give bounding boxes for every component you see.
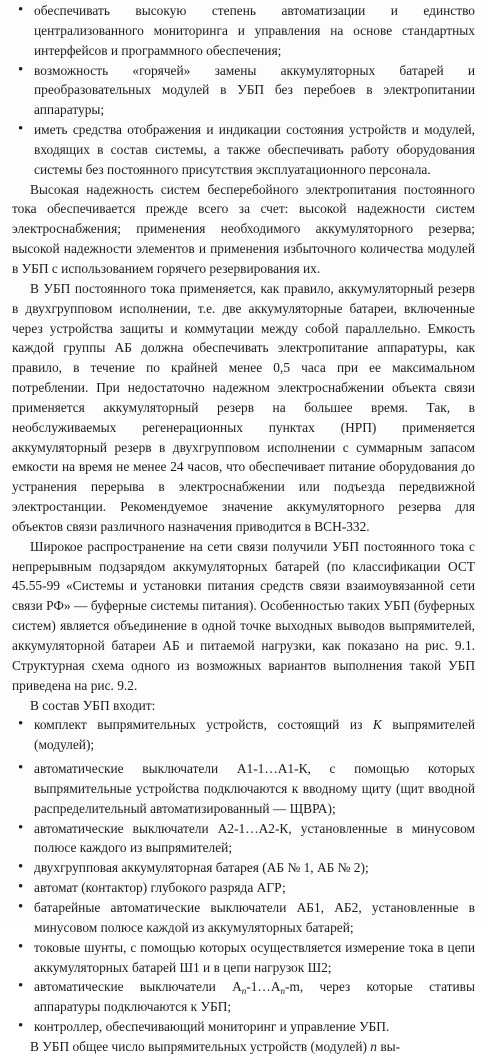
list-item: • автоматические выключатели $А_п-1\dots А_п-m$, через которые стативы аппаратуры подключаются к УБП; (12, 977, 475, 1017)
composition-lead: В состав УБП входит: (30, 697, 156, 713)
composition-list (12, 715, 475, 1037)
list-item: • токовые шунты, с помощью которых осуществляется измерение тока в цепи аккумуляторных батарей Ш1 и в цепи нагрузок Ш2; (12, 938, 475, 978)
list-item: • обеспечивать высокую степень автоматизации и единство централизованного мониторинга и управления на основе стандартных интерфейсов и программного обеспечения; (12, 1, 475, 61)
list-item: • автоматические выключатели А1-1…А1-К, с помощью которых выпрямительные устройства подключаются к вводному щиту (щит вводной распределительный автоматизированный — ЩВРА); (12, 759, 475, 819)
list-item: • возможность «горячей» замены аккумуляторных батарей и преобразовательных модулей в УБП без перебоев в электропитании аппаратуры; (12, 61, 475, 121)
list-item: • комплект выпрямительных устройств, состоящий из K выпрямителей (модулей); (12, 715, 475, 755)
paragraph-continuation: В УБП общее число выпрямительных устройств (модулей) n вы- (30, 1038, 401, 1054)
paragraph-buffer-systems: Широкое распространение на сети связи получили УБП постоянного тока с непрерывным подзарядом аккумуляторных батарей (по классификации ОСТ 45.55-99 «Системы и установки питания средств связи взаимоувязанной сети связи РФ» — буферные системы питания). Особенностью таких УБП (буферных систем) является объединение в одной точке выходных выводов выпрямителей, аккумуляторной батареи АБ и питаемой нагрузки, как показано на рис. 9.1. Структурная схема одного из возможных вариантов выполнения такой УБП приведена на рис. 9.2. (12, 538, 475, 693)
list-item: • иметь средства отображения и индикации состояния устройств и модулей, входящих в состав системы, а также обеспечивать работу оборудования системы без постоянного присутствия эксплуатационного персонала. (12, 120, 475, 180)
list-item: • автомат (контактор) глубокого разряда АГР; (12, 878, 475, 898)
list-item: • батарейные автоматические выключатели АБ1, АБ2, установленные в минусовом полюсе каждой из аккумуляторных батарей; (12, 898, 475, 938)
list-item: • автоматические выключатели А2-1…А2-К, установленные в минусовом полюсе каждого из выпрямителей; (12, 819, 475, 859)
paragraph-battery-reserve: В УБП постоянного тока применяется, как правило, аккумуляторный резерв в двухгрупповом исполнении, т.е. две аккумуляторные батареи, включенные через устройства защиты и коммутации между собой параллельно. Емкость каждой группы АБ должна обеспечивать электропитание аппаратуры, как правило, в течение по крайней менее 0,5 часа при ее максимальном потреблении. При недостаточно надежном электроснабжении объекта связи применяется аккумуляторный резерв на большее время. Так, в необслуживаемых регенерационных пунктах (НРП) применяется аккумуляторный резерв в двухгрупповом исполнении с суммарным запасом емкости на время не менее 24 часов, что обеспечивает питание оборудования до устранения перерыва в электроснабжении или подъезда передвижной электростанции. Рекомендуемое значение аккумуляторного резерва для объектов связи различного назначения приводится в ВСН-332. (12, 280, 475, 534)
requirements-list (12, 1, 475, 180)
list-item: • контроллер, обеспечивающий мониторинг и управление УБП. (12, 1017, 475, 1037)
list-item: • двухгрупповая аккумуляторная батарея (АБ № 1, АБ № 2); (12, 858, 475, 878)
paragraph-reliability: Высокая надежность систем бесперебойного электропитания постоянного тока обеспечивается прежде всего за счет: высокой надежности систем электроснабжения; применения необходимого аккумуляторного резерва; высокой надежности элементов и применения избыточного количества модулей в УБП с использованием горячего резервирования их. (12, 181, 475, 276)
